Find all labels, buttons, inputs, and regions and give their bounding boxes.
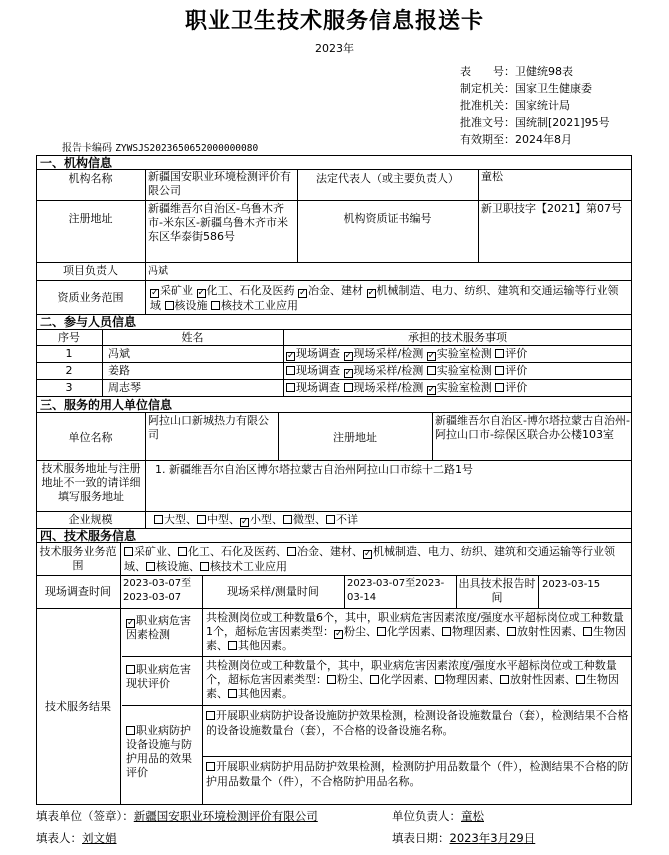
factor-label: 放射性因素 — [517, 625, 572, 638]
checkbox-icon — [495, 366, 504, 375]
scope-option-label: 核设施 — [174, 299, 208, 312]
size-option[interactable] — [326, 513, 358, 526]
factor-label: 其他因素 — [238, 639, 282, 652]
section-header-service: 四、技术服务信息 — [40, 529, 137, 543]
checkbox-icon: ✓ — [367, 288, 376, 298]
scope-option[interactable] — [165, 299, 208, 312]
fill-date-label: 填表日期： — [392, 831, 450, 845]
unit-name-label: 单位名称 — [68, 431, 113, 444]
service-scope-options: 采矿业、 化工、石化及医药、 冶金、建材、✓机械制造、电力、纺织、建筑和交通运输等行业领域、 核设施、 核技术工业应用 — [124, 545, 615, 573]
result-protection-equipment[interactable] — [206, 708, 630, 738]
factor-option[interactable] — [228, 639, 282, 652]
fill-date-day: 29 — [509, 831, 524, 845]
size-label: 微型 — [293, 513, 315, 526]
factor-label: 粉尘 — [344, 625, 366, 638]
person-name: 周志琴 — [108, 381, 141, 394]
checkbox-icon — [126, 726, 135, 735]
checkbox-icon: ✓ — [335, 629, 343, 639]
qual-scope-options — [150, 283, 628, 313]
task-label: 评价 — [505, 364, 528, 377]
scope-option-label: 冶金、建材 — [308, 284, 363, 297]
checkbox-icon — [200, 562, 209, 571]
legal-rep-value: 童松 — [481, 170, 503, 183]
org-name-label: 机构名称 — [68, 172, 113, 185]
project-leader-value: 冯斌 — [148, 266, 168, 277]
meta-value: 国家卫生健康委 — [515, 82, 592, 95]
person-no: 2 — [65, 364, 73, 377]
scope-option-label: 采矿业 — [160, 284, 193, 297]
report-time-label: 出具技术报告时间 — [458, 577, 536, 604]
report-code-value: ZYWSJS2023650652000000080 — [115, 143, 259, 154]
section-header-org: 一、机构信息 — [40, 156, 113, 170]
project-leader-label: 项目负责人 — [63, 264, 118, 277]
result-detection-content: 共检测岗位或工种数量6个，其中，职业病危害因素浓度/强度水平超标岗位或工种数量1个，超标危害因素类型：✓粉尘、 化学因素、 物理因素、 放射性因素、 生物因素、 其他因素。 — [206, 611, 626, 652]
scope-option[interactable] — [287, 545, 352, 558]
checkbox-icon: ✓ — [344, 351, 353, 361]
result-detection-text: 职业病危害因素检测 — [126, 614, 191, 641]
task-label: 评价 — [505, 347, 528, 360]
factor-option[interactable] — [500, 673, 565, 686]
scope-option-label: 核技术工业应用 — [210, 560, 287, 573]
meta-row — [460, 81, 592, 97]
person-tasks — [286, 347, 527, 361]
checkbox-icon — [286, 366, 295, 375]
scope-option-label: 冶金、建材 — [297, 545, 352, 558]
checkbox-icon — [344, 383, 353, 392]
factor-label: 放射性因素 — [510, 673, 565, 686]
checkbox-icon: ✓ — [427, 351, 436, 361]
result-protection-label[interactable] — [126, 724, 200, 780]
factor-option[interactable] — [435, 673, 489, 686]
scope-option[interactable] — [178, 545, 276, 558]
checkbox-icon — [228, 641, 237, 650]
meta-value: 2024年8月 — [515, 133, 572, 146]
task-label: 评价 — [505, 381, 528, 394]
task-label: 现场调查 — [296, 381, 340, 394]
checkbox-icon — [442, 627, 451, 636]
checkbox-icon: ✓ — [287, 351, 295, 361]
scope-option[interactable] — [124, 545, 167, 558]
task-option[interactable] — [427, 381, 492, 394]
size-label: 小型 — [250, 513, 272, 526]
checkbox-icon — [154, 515, 163, 524]
checkbox-icon — [583, 627, 592, 636]
checkbox-icon: ✓ — [241, 517, 249, 527]
unit-head — [392, 808, 484, 824]
reg-address-value: 新疆维吾尔自治区-乌鲁木齐市-米东区-新疆乌鲁木齐市米东区华泰街586号 — [148, 202, 288, 243]
task-option[interactable] — [286, 381, 340, 394]
unit-address-value: 新疆维吾尔自治区-博尔塔拉蒙古自治州-阿拉山口市-综保区联合办公楼103室 — [435, 414, 630, 441]
checkbox-icon — [287, 547, 296, 556]
org-name-value: 新疆国安职业环境检测评价有限公司 — [148, 170, 291, 197]
task-option[interactable] — [427, 364, 492, 377]
checkbox-icon — [228, 689, 237, 698]
checkbox-icon: ✓ — [151, 288, 159, 298]
factor-option[interactable] — [370, 673, 424, 686]
scope-option-label: 核设施 — [156, 560, 189, 573]
report-code — [62, 139, 258, 154]
person-no: 3 — [65, 381, 73, 394]
service-address-value: 1. 新疆维吾尔自治区博尔塔拉蒙古自治州阿拉山口市综十二路1号 — [155, 463, 473, 476]
result-assessment-text: 职业病危害现状评价 — [126, 663, 191, 690]
size-label: 不详 — [336, 513, 358, 526]
result-detection-desc: 共检测岗位或工种数量6个，其中，职业病危害因素浓度/强度水平超标岗位或工种数量1个，超标危害因素类型： — [206, 611, 624, 638]
checkbox-icon — [165, 301, 174, 310]
checkbox-icon — [495, 349, 504, 358]
sampling-time-value: 2023-03-07至2023-03-14 — [347, 578, 445, 603]
col-name-header: 姓名 — [181, 331, 204, 344]
task-label: 现场采样/检测 — [353, 381, 424, 394]
factor-option[interactable] — [442, 625, 496, 638]
factor-label: 物理因素 — [445, 673, 489, 686]
factor-option[interactable] — [228, 687, 282, 700]
scope-option[interactable] — [146, 560, 189, 573]
person-no: 1 — [65, 347, 73, 360]
fill-date-day-unit: 日 — [523, 831, 536, 845]
size-option[interactable] — [197, 513, 229, 526]
checkbox-icon: ✓ — [344, 368, 353, 378]
size-option[interactable] — [154, 513, 186, 526]
task-label: 实验室检测 — [436, 364, 492, 377]
result-protection-equipment-text: 开展职业病防护设备设施防护效果检测，检测设备设施数量台（套），检测结果不合格的设备设施数量台（套），不合格的设备设施名称。 — [206, 709, 629, 737]
col-no-header: 序号 — [58, 331, 80, 344]
checkbox-icon — [326, 515, 335, 524]
checkbox-icon — [146, 562, 155, 571]
task-label: 现场调查 — [296, 347, 340, 360]
meta-value: 国家统计局 — [515, 99, 570, 112]
legal-rep-label: 法定代表人（或主要负责人） — [316, 172, 459, 185]
result-assessment-label[interactable] — [126, 663, 200, 691]
filler-unit-value: 新疆国安职业环境检测评价有限公司 — [133, 809, 318, 823]
size-option[interactable] — [283, 513, 315, 526]
fill-date-month: 3 — [490, 831, 498, 845]
checkbox-icon — [327, 675, 336, 684]
task-option[interactable] — [344, 381, 424, 394]
size-option[interactable] — [240, 513, 272, 526]
person-tasks — [286, 364, 527, 378]
size-label: 大型 — [164, 513, 186, 526]
task-label: 实验室检测 — [436, 381, 492, 394]
meta-value: 卫健统98表 — [515, 65, 573, 78]
checkbox-icon: ✓ — [127, 618, 135, 628]
task-label: 现场采样/检测 — [353, 347, 424, 360]
checkbox-icon — [178, 547, 187, 556]
task-option[interactable] — [495, 381, 527, 394]
result-protection-ppe[interactable] — [206, 759, 630, 789]
task-option[interactable] — [286, 364, 340, 377]
factor-label: 生物因素 — [206, 625, 626, 652]
enterprise-size-label: 企业规模 — [68, 513, 113, 526]
task-option[interactable] — [495, 364, 527, 377]
checkbox-icon — [283, 515, 292, 524]
meta-label: 批准机关： — [460, 99, 515, 112]
factor-option[interactable] — [327, 673, 359, 686]
factor-label: 生物因素 — [206, 673, 619, 700]
survey-time-label: 现场调查时间 — [45, 585, 111, 598]
unit-head-value: 童松 — [461, 809, 484, 823]
checkbox-icon — [435, 675, 444, 684]
scope-option[interactable] — [150, 284, 193, 297]
col-task-header: 承担的技术服务事项 — [408, 331, 507, 344]
checkbox-icon — [197, 515, 206, 524]
factor-option[interactable] — [507, 625, 572, 638]
filler-unit — [36, 808, 318, 824]
fill-date-month-unit: 月 — [497, 831, 510, 845]
checkbox-icon — [495, 383, 504, 392]
task-label: 现场调查 — [296, 364, 340, 377]
filler-unit-label: 填表单位（签章）： — [36, 809, 134, 823]
factor-label: 化学因素 — [387, 625, 431, 638]
result-detection-label[interactable] — [126, 614, 200, 642]
checkbox-icon: ✓ — [197, 288, 206, 298]
checkbox-icon — [206, 762, 215, 771]
checkbox-icon — [211, 301, 220, 310]
report-time-value: 2023-03-15 — [542, 579, 601, 590]
factor-label: 粉尘 — [337, 673, 359, 686]
checkbox-icon — [126, 665, 135, 674]
scope-option-label: 机械制造、电力、纺织、建筑和交通运输等行业领域 — [124, 545, 615, 573]
unit-address-label: 注册地址 — [333, 431, 377, 444]
factor-option[interactable] — [334, 625, 366, 638]
checkbox-icon — [206, 711, 215, 720]
section-header-personnel: 二、参与人员信息 — [40, 315, 137, 329]
checkbox-icon — [427, 366, 436, 375]
unit-name-value: 阿拉山口新城热力有限公司 — [148, 414, 269, 441]
scope-option[interactable] — [200, 560, 287, 573]
scope-option[interactable] — [211, 299, 298, 312]
report-code-label: 报告卡编码 — [62, 143, 112, 154]
scope-option[interactable] — [197, 284, 295, 297]
filler-label: 填表人： — [36, 831, 82, 845]
person-name: 冯斌 — [108, 347, 130, 360]
task-option[interactable] — [344, 364, 424, 377]
task-option[interactable] — [495, 347, 527, 360]
result-assessment-desc: 共检测岗位或工种数量个，其中，职业病危害因素浓度/强度水平超标岗位或工种数量个，超标危害因素类型： — [206, 659, 617, 686]
fill-date-year: 2023 — [449, 831, 479, 845]
person-name: 姜路 — [108, 364, 130, 377]
meta-value: 国统制[2021]95号 — [515, 116, 610, 129]
result-assessment-content: 共检测岗位或工种数量个，其中，职业病危害因素浓度/强度水平超标岗位或工种数量个，超标危害因素类型： 粉尘、 化学因素、 物理因素、 放射性因素、 生物因素、 其他因素。 — [206, 659, 619, 700]
scope-option-label: 核技术工业应用 — [221, 299, 298, 312]
scope-option-label: 化工、石化及医药 — [206, 284, 295, 297]
task-label: 实验室检测 — [436, 347, 492, 360]
service-address-label: 技术服务地址与注册地址不一致的请详细填写服务地址 — [41, 462, 141, 503]
factor-label: 物理因素 — [452, 625, 496, 638]
service-result-label: 技术服务结果 — [45, 700, 111, 713]
factor-label: 其他因素 — [238, 687, 282, 700]
form-title: 职业卫生技术服务信息报送卡 — [184, 8, 484, 34]
filler — [36, 830, 117, 846]
meta-row — [460, 115, 610, 131]
checkbox-icon — [576, 675, 585, 684]
scope-option[interactable] — [298, 284, 363, 297]
meta-row — [460, 132, 572, 148]
meta-label: 制定机关： — [460, 82, 515, 95]
qual-scope-label: 资质业务范围 — [57, 291, 124, 304]
enterprise-size-options: 大型、 中型、✓小型、 微型、 不详 — [154, 513, 358, 527]
fill-date-year-unit: 年 — [478, 831, 491, 845]
sampling-time-label: 现场采样/测量时间 — [227, 585, 319, 598]
scope-option-label: 采矿业 — [134, 545, 167, 558]
task-option[interactable] — [427, 347, 492, 360]
checkbox-icon: ✓ — [299, 288, 307, 298]
task-option[interactable] — [344, 347, 424, 360]
size-label: 中型 — [207, 513, 229, 526]
factor-label: 化学因素 — [380, 673, 424, 686]
section-header-employer: 三、服务的用人单位信息 — [40, 398, 173, 412]
task-label: 现场采样/检测 — [353, 364, 424, 377]
meta-label: 表 号： — [460, 65, 515, 78]
checkbox-icon — [370, 675, 379, 684]
result-protection-ppe-text: 开展职业病防护用品防护效果检测，检测防护用品数量个（件），检测结果不合格的防护用品数量个（件），不合格防护用品名称。 — [206, 760, 629, 788]
task-option[interactable] — [286, 347, 340, 360]
meta-label: 有效期至： — [460, 133, 515, 146]
cert-no-value: 新卫职技字【2021】第07号 — [481, 202, 622, 215]
checkbox-icon: ✓ — [427, 385, 436, 395]
reg-address-label: 注册地址 — [68, 212, 113, 225]
checkbox-icon: ✓ — [364, 549, 372, 559]
meta-row — [460, 98, 570, 114]
checkbox-icon — [286, 383, 295, 392]
checkbox-icon — [507, 627, 516, 636]
cert-no-label: 机构资质证书编号 — [343, 212, 432, 225]
fill-date — [392, 830, 535, 846]
scope-option-label: 机械制造、电力、纺织、建筑和交通运输等行业领域 — [150, 284, 619, 312]
unit-head-label: 单位负责人： — [392, 809, 461, 823]
form-year: 2023年 — [315, 42, 354, 55]
person-tasks — [286, 381, 527, 395]
checkbox-icon — [124, 547, 133, 556]
result-protection-text: 职业病防护设备设施与防护用品的效果评价 — [126, 724, 192, 779]
filler-value: 刘文娟 — [82, 831, 117, 845]
factor-option[interactable] — [377, 625, 431, 638]
service-scope-label: 技术服务业务范围 — [39, 545, 117, 572]
meta-label: 批准文号： — [460, 116, 515, 129]
scope-option-label: 化工、石化及医药 — [188, 545, 276, 558]
survey-time-value: 2023-03-07至2023-03-07 — [123, 578, 192, 603]
meta-row — [460, 64, 573, 80]
checkbox-icon — [500, 675, 509, 684]
checkbox-icon — [377, 627, 386, 636]
